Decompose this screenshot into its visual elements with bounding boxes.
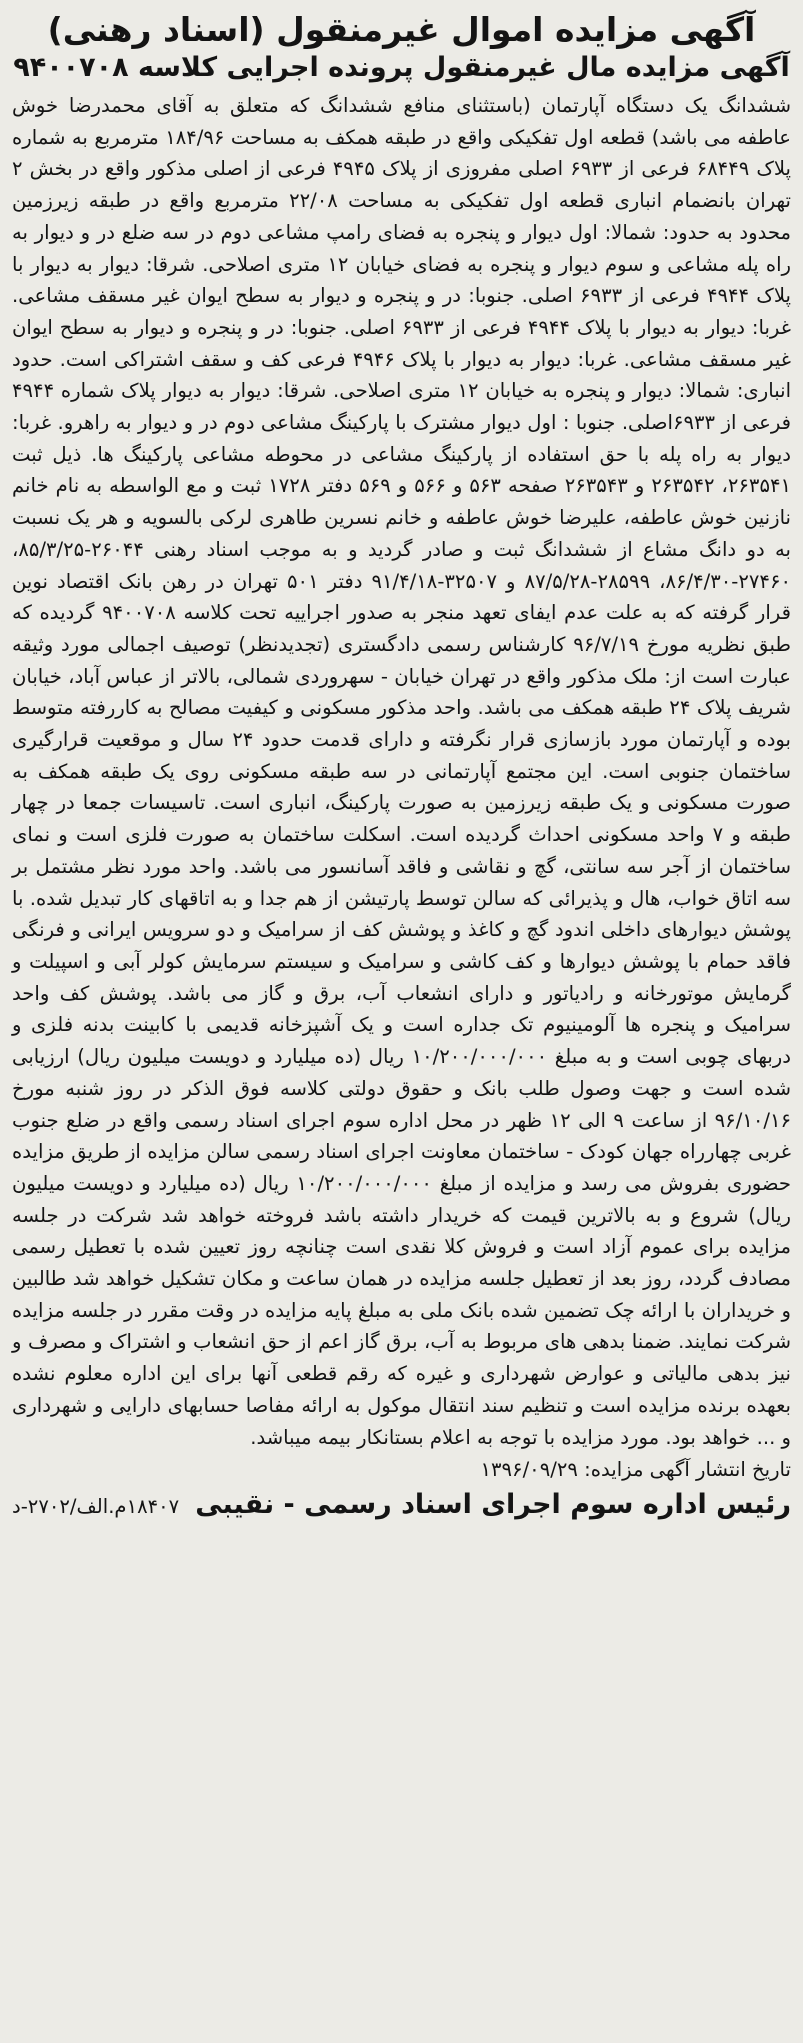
reference-code: ۱۸۴۰۷م.الف/۲۷۰۲-د [12,1495,180,1519]
notice-subtitle: آگهی مزایده مال غیرمنقول پرونده اجرایی کلاسه ۹۴۰۰۷۰۸ [13,52,790,83]
signature: رئیس اداره سوم اجرای اسناد رسمی - نقیبی [195,1489,791,1521]
notice-title: آگهی مزایده اموال غیرمنقول (اسناد رهنی) [47,10,756,49]
notice-body [12,90,791,1453]
publish-date: تاریخ انتشار آگهی مزایده: ۱۳۹۶/۰۹/۲۹ [480,1458,791,1482]
signature-row [12,1487,791,1523]
notice-paragraph: ششدانگ یک دستگاه آپارتمان (باستثنای منافع ششدانگ که متعلق به آقای محمدرضا خوش عاطفه می باشد) قطعه اول تفکیکی واقع در طبقه همکف به مساحت ۱۸۴/۹۶ مترمربع به شماره پلاک ۶۸۴۴۹ فرعی از ۶۹۳۳ اصلی مفروزی از پلاک ۴۹۴۵ فرعی از اصلی مذکور واقع در بخش ۲ تهران بانضمام انباری قطعه اول تفکیکی به مساحت ۲۲/۰۸ مترمربع واقع در طبقه زیرزمین محدود به حدود: شمالا: اول دیوار و پنجره به فضای رامپ مشاعی دوم در سه ضلع در و دیوار به راه پله مشاعی و سوم دیوار و پنجره به فضای خیابان ۱۲ متری اصلاحی. شرقا: دیوار به دیوار با پلاک ۴۹۴۴ فرعی از ۶۹۳۳ اصلی. جنوبا: در و پنجره و دیوار به سطح ایوان غیر مسقف مشاعی. غربا: دیوار به دیوار با پلاک ۴۹۴۴ فرعی از ۶۹۳۳ اصلی. جنوبا: در و پنجره و دیوار به سطح ایوان غیر مسقف مشاعی. غربا: دیوار به دیوار با پلاک ۴۹۴۶ فرعی کف و سقف اشتراکی است. حدود انباری: شمالا: دیوار و پنجره به خیابان ۱۲ متری اصلاحی. شرقا: دیوار به دیوار پلاک شماره ۴۹۴۴ فرعی از ۶۹۳۳اصلی. جنوبا : اول دیوار مشترک با پارکینگ مشاعی دوم در و دیوار به راهرو. غربا: دیوار به راه پله با حق استفاده از پارکینگ مشاعی در محوطه مشاعی پارکینگ ها. ذیل ثبت ۲۶۳۵۴۱، ۲۶۳۵۴۲ و ۲۶۳۵۴۳ صفحه ۵۶۳ و ۵۶۶ و ۵۶۹ دفتر ۱۷۲۸ ثبت و مع الواسطه به نام خانم نازنین خوش عاطفه، علیرضا خوش عاطفه و خانم نسرین طاهری لرکی بالسویه و هر یک نسبت به دو دانگ مشاع از ششدانگ ثبت و صادر گردید و به موجب اسناد رهنی ۲۶۰۴۴-۸۵/۳/۲۵، ۲۷۴۶۰-۸۶/۴/۳۰، ۲۸۵۹۹-۸۷/۵/۲۸ و ۳۲۵۰۷-۹۱/۴/۱۸ دفتر ۵۰۱ تهران در رهن بانک اقتصاد نوین قرار گرفته که به علت عدم ایفای تعهد منجر به صدور اجراییه تحت کلاسه ۹۴۰۰۷۰۸ گردیده که طبق نظریه مورخ ۹۶/۷/۱۹ کارشناس رسمی دادگستری (تجدیدنظر) توصیف اجمالی مورد وثیقه عبارت است از: ملک مذکور واقع در تهران خیابان - سهروردی شمالی، بالاتر از عباس آباد، خیابان شریف پلاک ۲۴ طبقه همکف می باشد. واحد مذکور مسکونی و کیفیت مصالح به کاررفته متوسط بوده و آپارتمان مورد بازسازی قرار نگرفته و دارای قدمت حدود ۲۴ سال و موقعیت قرارگیری ساختمان جنوبی است. این مجتمع آپارتمانی در سه طبقه مسکونی روی یک طبقه همکف به صورت مسکونی و یک طبقه زیرزمین به صورت پارکینگ، انباری است. تاسیسات جمعا در چهار طبقه و ۷ واحد مسکونی احداث گردیده است. اسکلت ساختمان به صورت فلزی است و نمای ساختمان از آجر سه سانتی، گچ و نقاشی و فاقد آسانسور می باشد. واحد مورد نظر مشتمل بر سه اتاق خواب، هال و پذیرائی که سالن توسط پارتیشن از هم جدا و به اتاقهای کار تبدیل شده. با پوشش دیوارهای داخلی اندود گچ و کاغذ و پوشش کف از سرامیک و دو سرویس ایرانی و فرنگی فاقد حمام با پوشش دیوارها و کف کاشی و سرامیک و سیستم سرمایش کولر آبی و اسپیلت و گرمایش موتورخانه و رادیاتور و دارای انشعاب آب، برق و گاز می باشد. پوشش کف واحد سرامیک و پنجره ها آلومینیوم تک جداره است و یک آشپزخانه قدیمی با کابینت بدنه فلزی و دربهای چوبی است و به مبلغ ۱۰/۲۰۰/۰۰۰/۰۰۰ ریال (ده میلیارد و دویست میلیون ریال) ارزیابی شده است و جهت وصول طلب بانک و حقوق دولتی کلاسه فوق الذکر در روز شنبه مورخ ۹۶/۱۰/۱۶ از ساعت ۹ الی ۱۲ ظهر در محل اداره سوم اجرای اسناد رسمی واقع در ضلع جنوب غربی چهارراه جهان کودک - ساختمان معاونت اجرای اسناد رسمی سالن مزایده از طریق مزایده حضوری بفروش می رسد و مزایده از مبلغ ۱۰/۲۰۰/۰۰۰/۰۰۰ ریال (ده میلیارد و دویست میلیون ریال) شروع و به بالاترین قیمت که خریدار داشته باشد فروخته خواهد شد شرکت در جلسه مزایده برای عموم آزاد است و فروش کلا نقدی است چنانچه روز تعیین شده با تعطیل رسمی مصادف گردد، روز بعد از تعطیل جلسه مزایده در همان ساعت و مکان تشکیل خواهد شد طالبین و خریداران با ارائه چک تضمین شده بانک ملی به مبلغ پایه مزایده در وقت مقرر در جلسه مزایده شرکت نمایند. ضمنا بدهی های مربوط به آب، برق گاز اعم از حق انشعاب و اشتراک و مصرف و نیز بدهی مالیاتی و عوارض شهرداری و غیره که رقم قطعی آنها برای این اداره معلوم نشده بعهده برنده مزایده است و تنظیم سند انتقال موکول به ارائه مفاصا حسابهای دارایی و شهرداری و ... خواهد بود. مورد مزایده با توجه به اعلام بستانکار بیمه میباشد. [12,94,792,1449]
